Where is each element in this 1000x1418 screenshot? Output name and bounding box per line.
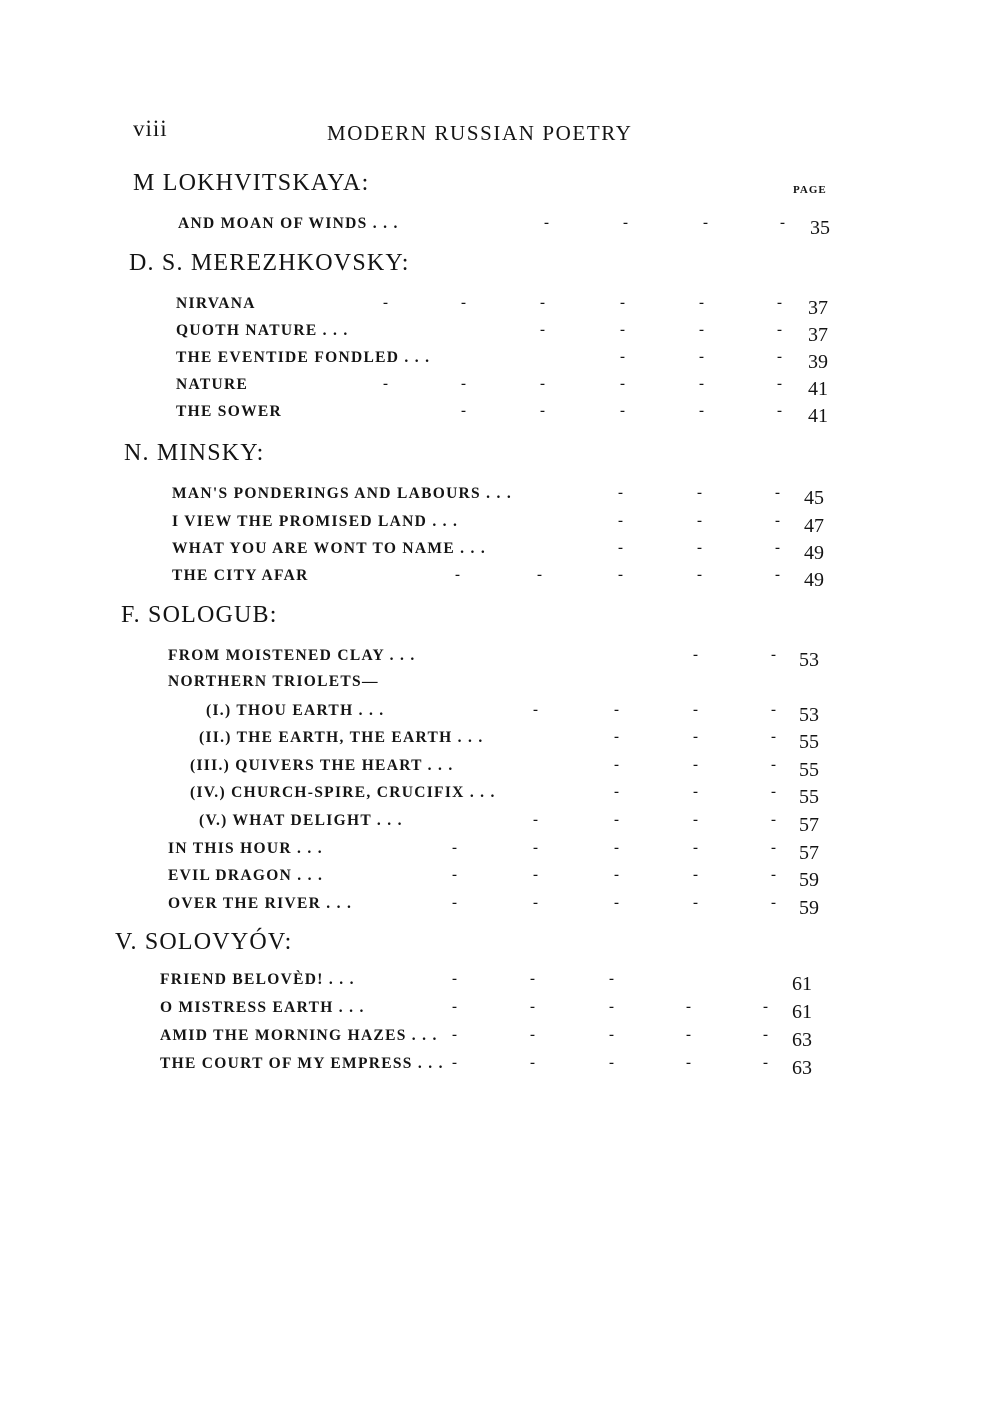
author-heading: N. MINSKY: bbox=[124, 440, 265, 466]
leader-dash: - bbox=[693, 729, 698, 745]
running-title: MODERN RUSSIAN POETRY bbox=[327, 121, 633, 145]
leader-dash: - bbox=[693, 867, 698, 883]
author-heading: V. SOLOVYÓV: bbox=[115, 929, 293, 955]
toc-entry bbox=[0, 295, 1000, 323]
page-number: 35 bbox=[810, 217, 830, 239]
leader-dash: - bbox=[623, 215, 628, 231]
leader-dash: - bbox=[771, 895, 776, 911]
leader-dash: - bbox=[609, 1027, 614, 1043]
leader-dash: - bbox=[533, 812, 538, 828]
leader-dash: - bbox=[693, 647, 698, 663]
leader-dash: - bbox=[614, 729, 619, 745]
page-number: 61 bbox=[792, 1001, 812, 1023]
leader-dash: - bbox=[540, 403, 545, 419]
leader-dash: - bbox=[686, 1055, 691, 1071]
leader-dash: - bbox=[618, 485, 623, 501]
leader-dash: - bbox=[609, 999, 614, 1015]
leader-dash: - bbox=[452, 971, 457, 987]
leader-dash: - bbox=[452, 895, 457, 911]
toc-entry bbox=[0, 1055, 1000, 1083]
poem-title: THE COURT OF MY EMPRESS . . . bbox=[160, 1055, 444, 1072]
leader-dash: - bbox=[775, 513, 780, 529]
toc-entry bbox=[0, 1027, 1000, 1055]
leader-dash: - bbox=[614, 702, 619, 718]
page-number: 37 bbox=[808, 324, 828, 346]
leader-dash: - bbox=[693, 757, 698, 773]
leader-dash: - bbox=[533, 895, 538, 911]
toc-entry bbox=[0, 485, 1000, 513]
leader-dash: - bbox=[452, 1027, 457, 1043]
page-number: 41 bbox=[808, 405, 828, 427]
poem-title: WHAT YOU ARE WONT TO NAME . . . bbox=[172, 540, 487, 557]
leader-dash: - bbox=[777, 349, 782, 365]
leader-dash: - bbox=[452, 840, 457, 856]
toc-entry bbox=[0, 999, 1000, 1027]
leader-dash: - bbox=[530, 999, 535, 1015]
leader-dash: - bbox=[763, 999, 768, 1015]
leader-dash: - bbox=[771, 729, 776, 745]
leader-dash: - bbox=[771, 867, 776, 883]
leader-dash: - bbox=[699, 322, 704, 338]
page-number: 45 bbox=[804, 487, 824, 509]
poem-title: THE CITY AFAR bbox=[172, 567, 309, 584]
leader-dash: - bbox=[697, 485, 702, 501]
leader-dash: - bbox=[455, 567, 460, 583]
toc-entry bbox=[0, 840, 1000, 868]
leader-dash: - bbox=[620, 295, 625, 311]
leader-dash: - bbox=[461, 295, 466, 311]
leader-dash: - bbox=[609, 1055, 614, 1071]
leader-dash: - bbox=[609, 971, 614, 987]
page-number: 55 bbox=[799, 759, 819, 781]
author-heading: D. S. MEREZHKOVSKY: bbox=[129, 250, 410, 276]
leader-dash: - bbox=[693, 812, 698, 828]
toc-entry bbox=[0, 673, 1000, 701]
toc-entry bbox=[0, 540, 1000, 568]
toc-entry bbox=[0, 729, 1000, 757]
page-number: 49 bbox=[804, 569, 824, 591]
leader-dash: - bbox=[699, 376, 704, 392]
poem-title: THE EVENTIDE FONDLED . . . bbox=[176, 349, 431, 366]
page-number: 63 bbox=[792, 1029, 812, 1051]
leader-dash: - bbox=[699, 349, 704, 365]
toc-entry bbox=[0, 971, 1000, 999]
leader-dash: - bbox=[620, 403, 625, 419]
leader-dash: - bbox=[697, 540, 702, 556]
page-number: 47 bbox=[804, 515, 824, 537]
leader-dash: - bbox=[771, 784, 776, 800]
poem-title: (III.) QUIVERS THE HEART . . . bbox=[190, 757, 454, 774]
leader-dash: - bbox=[686, 999, 691, 1015]
page-number: 53 bbox=[799, 649, 819, 671]
leader-dash: - bbox=[777, 403, 782, 419]
toc-entry bbox=[0, 895, 1000, 923]
leader-dash: - bbox=[537, 567, 542, 583]
leader-dash: - bbox=[771, 840, 776, 856]
page-number: 57 bbox=[799, 814, 819, 836]
leader-dash: - bbox=[693, 840, 698, 856]
toc-entry bbox=[0, 867, 1000, 895]
poem-title: AMID THE MORNING HAZES . . . bbox=[160, 1027, 438, 1044]
toc-entry bbox=[0, 513, 1000, 541]
page-number: 59 bbox=[799, 869, 819, 891]
leader-dash: - bbox=[540, 322, 545, 338]
leader-dash: - bbox=[620, 376, 625, 392]
leader-dash: - bbox=[452, 867, 457, 883]
leader-dash: - bbox=[775, 485, 780, 501]
leader-dash: - bbox=[693, 784, 698, 800]
leader-dash: - bbox=[614, 784, 619, 800]
toc-entry bbox=[0, 403, 1000, 431]
toc-entry bbox=[0, 215, 1000, 243]
leader-dash: - bbox=[533, 840, 538, 856]
toc-entry bbox=[0, 812, 1000, 840]
leader-dash: - bbox=[544, 215, 549, 231]
toc-entry bbox=[0, 567, 1000, 595]
leader-dash: - bbox=[614, 840, 619, 856]
page-number: 61 bbox=[792, 973, 812, 995]
toc-entry bbox=[0, 784, 1000, 812]
leader-dash: - bbox=[533, 702, 538, 718]
page-number: 57 bbox=[799, 842, 819, 864]
leader-dash: - bbox=[618, 567, 623, 583]
leader-dash: - bbox=[614, 895, 619, 911]
poem-title: MAN'S PONDERINGS AND LABOURS . . . bbox=[172, 485, 513, 502]
leader-dash: - bbox=[614, 867, 619, 883]
page-number: 55 bbox=[799, 786, 819, 808]
leader-dash: - bbox=[614, 757, 619, 773]
leader-dash: - bbox=[775, 567, 780, 583]
toc-entry bbox=[0, 322, 1000, 350]
poem-title: IN THIS HOUR . . . bbox=[168, 840, 323, 857]
poem-title: (II.) THE EARTH, THE EARTH . . . bbox=[199, 729, 484, 746]
leader-dash: - bbox=[763, 1055, 768, 1071]
page-number: 55 bbox=[799, 731, 819, 753]
leader-dash: - bbox=[383, 295, 388, 311]
toc-entry bbox=[0, 757, 1000, 785]
poem-title: NATURE bbox=[176, 376, 249, 393]
toc-entry bbox=[0, 376, 1000, 404]
leader-dash: - bbox=[383, 376, 388, 392]
leader-dash: - bbox=[686, 1027, 691, 1043]
leader-dash: - bbox=[777, 322, 782, 338]
leader-dash: - bbox=[461, 403, 466, 419]
leader-dash: - bbox=[771, 647, 776, 663]
page-number: 59 bbox=[799, 897, 819, 919]
page-number: 49 bbox=[804, 542, 824, 564]
toc-entry bbox=[0, 647, 1000, 675]
poem-title: NORTHERN TRIOLETS— bbox=[168, 673, 379, 690]
poem-title: OVER THE RIVER . . . bbox=[168, 895, 353, 912]
leader-dash: - bbox=[771, 702, 776, 718]
poem-title: FROM MOISTENED CLAY . . . bbox=[168, 647, 416, 664]
leader-dash: - bbox=[697, 567, 702, 583]
page-folio: viii bbox=[133, 116, 168, 141]
leader-dash: - bbox=[614, 812, 619, 828]
leader-dash: - bbox=[699, 403, 704, 419]
toc-entry bbox=[0, 702, 1000, 730]
poem-title: O MISTRESS EARTH . . . bbox=[160, 999, 365, 1016]
leader-dash: - bbox=[540, 376, 545, 392]
leader-dash: - bbox=[699, 295, 704, 311]
leader-dash: - bbox=[452, 999, 457, 1015]
leader-dash: - bbox=[452, 1055, 457, 1071]
poem-title: EVIL DRAGON . . . bbox=[168, 867, 324, 884]
leader-dash: - bbox=[780, 215, 785, 231]
poem-title: AND MOAN OF WINDS . . . bbox=[178, 215, 399, 232]
leader-dash: - bbox=[620, 322, 625, 338]
leader-dash: - bbox=[703, 215, 708, 231]
page-number: 63 bbox=[792, 1057, 812, 1079]
leader-dash: - bbox=[693, 895, 698, 911]
leader-dash: - bbox=[777, 295, 782, 311]
page-column-label: PAGE bbox=[793, 184, 827, 196]
page-number: 53 bbox=[799, 704, 819, 726]
leader-dash: - bbox=[530, 1027, 535, 1043]
toc-entry bbox=[0, 349, 1000, 377]
leader-dash: - bbox=[618, 513, 623, 529]
leader-dash: - bbox=[530, 971, 535, 987]
poem-title: (V.) WHAT DELIGHT . . . bbox=[199, 812, 403, 829]
leader-dash: - bbox=[771, 812, 776, 828]
page-number: 41 bbox=[808, 378, 828, 400]
leader-dash: - bbox=[533, 867, 538, 883]
leader-dash: - bbox=[618, 540, 623, 556]
leader-dash: - bbox=[697, 513, 702, 529]
author-heading: F. SOLOGUB: bbox=[121, 602, 278, 628]
author-heading: M LOKHVITSKAYA: bbox=[133, 170, 370, 196]
leader-dash: - bbox=[763, 1027, 768, 1043]
poem-title: QUOTH NATURE . . . bbox=[176, 322, 349, 339]
leader-dash: - bbox=[777, 376, 782, 392]
poem-title: (I.) THOU EARTH . . . bbox=[206, 702, 385, 719]
leader-dash: - bbox=[540, 295, 545, 311]
poem-title: (IV.) CHURCH-SPIRE, CRUCIFIX . . . bbox=[190, 784, 496, 801]
page-number: 39 bbox=[808, 351, 828, 373]
poem-title: FRIEND BELOVÈD! . . . bbox=[160, 971, 355, 988]
leader-dash: - bbox=[530, 1055, 535, 1071]
poem-title: I VIEW THE PROMISED LAND . . . bbox=[172, 513, 459, 530]
leader-dash: - bbox=[461, 376, 466, 392]
page-number: 37 bbox=[808, 297, 828, 319]
leader-dash: - bbox=[620, 349, 625, 365]
leader-dash: - bbox=[771, 757, 776, 773]
poem-title: NIRVANA bbox=[176, 295, 256, 312]
poem-title: THE SOWER bbox=[176, 403, 283, 420]
leader-dash: - bbox=[693, 702, 698, 718]
leader-dash: - bbox=[775, 540, 780, 556]
